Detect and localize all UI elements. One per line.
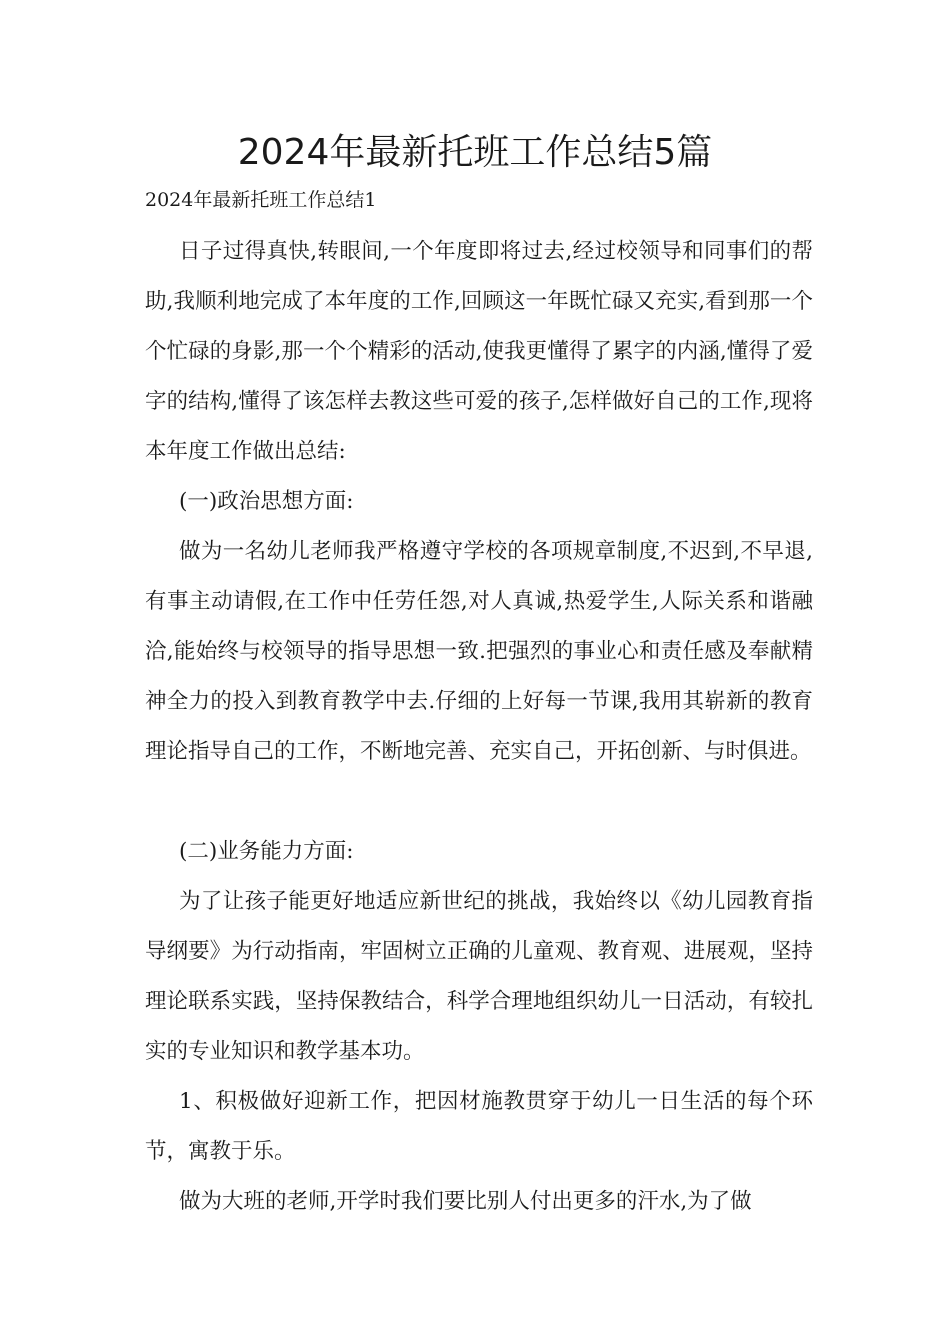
paragraph-continued: 做为大班的老师,开学时我们要比别人付出更多的汗水,为了做 <box>179 1189 752 1214</box>
paragraph-item-1: 1、积极做好迎新工作，把因材施教贯穿于幼儿一日生活的每个环节，寓教于乐。 <box>145 1089 813 1164</box>
section-heading-political: (一)政治思想方面: <box>179 489 354 514</box>
paragraph-intro: 日子过得真快,转眼间,一个年度即将过去,经过校领导和同事们的帮助,我顺利地完成了本年度的工作,回顾这一年既忙碌又充实,看到那一个个忙碌的身影,那一个个精彩的活动,使我更懂得了累字的内涵,懂得了爱字的结构,懂得了该怎样去教这些可爱的孩子,怎样做好自己的工作,现将本年度工作做出总结: <box>145 239 813 464</box>
paragraph-political: 做为一名幼儿老师我严格遵守学校的各项规章制度,不迟到,不早退,有事主动请假,在工作中任劳任怨,对人真诚,热爱学生,人际关系和谐融洽,能始终与校领导的指导思想一致.把强烈的事业心和责任感及奉献精神全力的投入到教育教学中去.仔细的上好每一节课,我用其崭新的教育理论指导自己的工作，不断地完善、充实自己，开拓创新、与时俱进。 <box>145 539 813 764</box>
section-heading-ability: (二)业务能力方面: <box>179 839 354 864</box>
paragraph-ability: 为了让孩子能更好地适应新世纪的挑战，我始终以《幼儿园教育指导纲要》为行动指南，牢固树立正确的儿童观、教育观、进展观，坚持理论联系实践，坚持保教结合，科学合理地组织幼儿一日活动，有较扎实的专业知识和教学基本功。 <box>145 889 813 1064</box>
document-title: 2024年最新托班工作总结5篇 <box>237 132 713 173</box>
document-subtitle: 2024年最新托班工作总结1 <box>145 189 377 211</box>
